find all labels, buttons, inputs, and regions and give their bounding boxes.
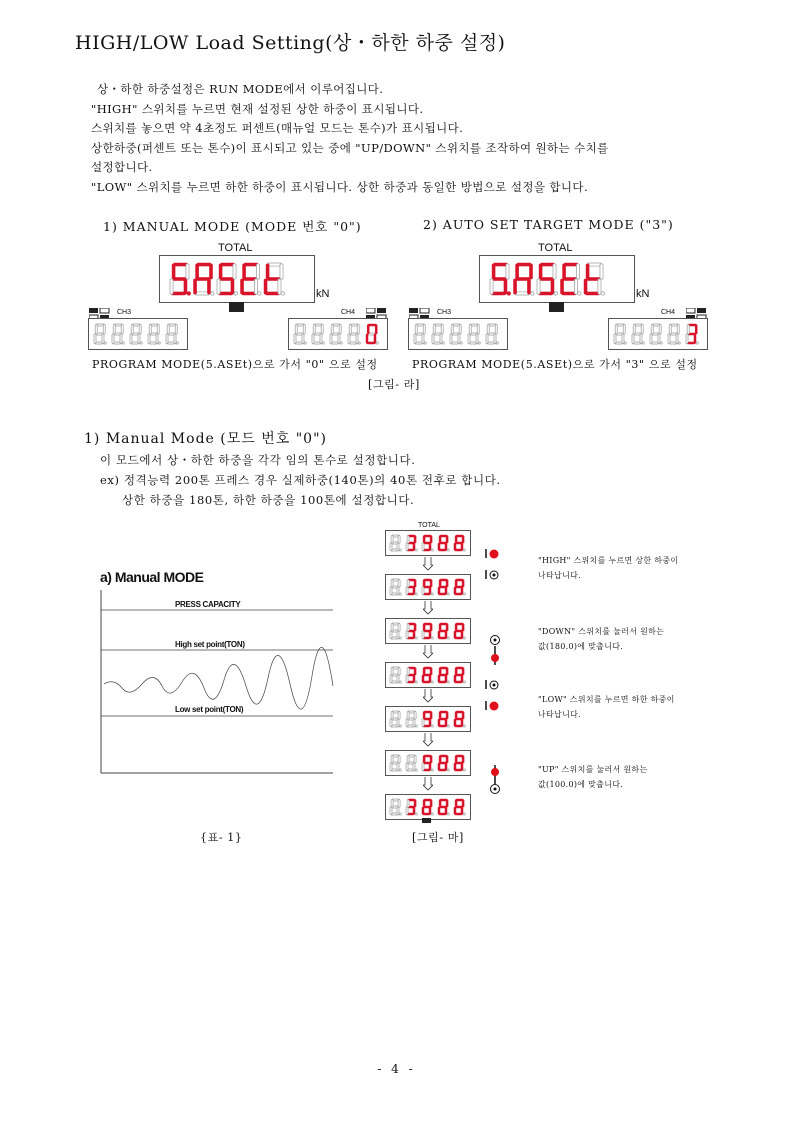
channel-digit xyxy=(366,324,378,344)
sequence-digit xyxy=(438,535,449,551)
sequence-digit xyxy=(438,623,449,639)
high-led-icon xyxy=(484,697,500,716)
ch4-display-panel xyxy=(288,318,388,350)
sequence-digit xyxy=(454,535,465,551)
manual-mode-heading: 1) MANUAL MODE (MODE 번호 "0") xyxy=(103,219,362,234)
channel-digit xyxy=(294,324,306,344)
unit-label: kN xyxy=(636,288,650,300)
sequence-digit xyxy=(406,799,417,815)
sequence-digit xyxy=(390,623,401,639)
sequence-digit xyxy=(422,711,433,727)
sequence-digit xyxy=(422,667,433,683)
sequence-digit xyxy=(406,623,417,639)
down-arrow-icon xyxy=(423,688,433,707)
main-digit xyxy=(584,263,605,295)
channel-digit xyxy=(330,324,342,344)
sequence-digit xyxy=(454,755,465,771)
note-line: 나타납니다. xyxy=(538,571,581,580)
ch4-seven-seg xyxy=(609,319,707,349)
low-led-icon xyxy=(484,566,500,585)
sequence-digit xyxy=(422,799,433,815)
sequence-display xyxy=(385,662,471,688)
down-arrow-icon xyxy=(423,732,433,751)
sequence-digit xyxy=(454,623,465,639)
press-capacity-label: PRESS CAPACITY xyxy=(175,600,241,609)
sequence-digit xyxy=(390,579,401,595)
sequence-seven-seg xyxy=(386,663,470,687)
sequence-digit xyxy=(422,579,433,595)
manual-mode-chart xyxy=(100,560,336,775)
ch4-label: CH4 xyxy=(341,309,356,316)
intro-line: 상・하한 하중설정은 RUN MODE에서 이루어집니다. xyxy=(97,82,384,96)
channel-digit xyxy=(166,324,178,344)
intro-paragraph xyxy=(91,80,609,197)
manual-mode-caption: PROGRAM MODE(5.ASEt)으로 가서 "0" 으로 설정 xyxy=(92,358,378,371)
sequence-digit xyxy=(390,755,401,771)
sequence-digit xyxy=(406,667,417,683)
channel-digit xyxy=(348,324,360,344)
high-setpoint-label: High set point(TON) xyxy=(175,640,245,649)
sequence-display xyxy=(385,750,471,776)
sequence-digit xyxy=(454,711,465,727)
down-arrow-icon xyxy=(423,600,433,619)
chart-lines xyxy=(100,560,336,775)
main-digit xyxy=(170,263,191,295)
down-switch-icon xyxy=(489,634,503,670)
sequence-digit xyxy=(390,535,401,551)
sequence-display xyxy=(385,794,471,820)
main-digit xyxy=(241,263,262,295)
intro-line: 상한하중(퍼센트 또는 톤수)이 표시되고 있는 중에 "UP/DOWN" 스위치를 조작하여 원하는 수치를 xyxy=(91,140,609,155)
low-setpoint-label: Low set point(TON) xyxy=(175,705,244,714)
ch4-seven-seg xyxy=(289,319,387,349)
sequence-digit xyxy=(422,535,433,551)
sequence-digit xyxy=(438,799,449,815)
sequence-digit xyxy=(406,711,417,727)
intro-line: "LOW" 스위치를 누르면 하한 하중이 표시됩니다. 상한 하중과 동일한 방법으로 설정을 합니다. xyxy=(91,179,588,194)
high-led-icon xyxy=(484,545,500,564)
ch3-label: CH3 xyxy=(437,309,452,316)
figure-caption-ra: [그림- 라] xyxy=(368,378,420,391)
channel-digit xyxy=(312,324,324,344)
main-digit xyxy=(194,263,215,295)
sequence-digit xyxy=(438,711,449,727)
ch3-display-panel xyxy=(408,318,508,350)
table-caption: {표- 1} xyxy=(200,831,243,844)
note-line: "LOW" 스위치를 누르면 하한 하중이 xyxy=(538,695,675,704)
sequence-digit xyxy=(406,755,417,771)
note-up xyxy=(538,762,648,792)
note-line: "HIGH" 스위치를 누르면 상한 하중이 xyxy=(538,556,679,565)
note-low xyxy=(538,692,675,722)
channel-digit xyxy=(414,324,426,344)
channel-digit xyxy=(650,324,662,344)
sequence-digit xyxy=(454,799,465,815)
sequence-total-label: TOTAL xyxy=(418,522,440,529)
intro-line: 설정합니다. xyxy=(91,160,153,174)
ch3-display-panel xyxy=(88,318,188,350)
connector-block xyxy=(549,302,564,312)
total-label: TOTAL xyxy=(218,242,253,254)
main-digit xyxy=(514,263,535,295)
section-heading: 1) Manual Mode (모드 번호 "0") xyxy=(84,431,327,447)
connector-block xyxy=(229,302,244,312)
section-line: ex) 정격능력 200톤 프레스 경우 실제하중(140톤)의 40톤 전후로 합니다. xyxy=(100,473,501,487)
sequence-seven-seg xyxy=(386,531,470,555)
channel-digit xyxy=(450,324,462,344)
channel-digit xyxy=(468,324,480,344)
sequence-digit xyxy=(390,799,401,815)
ch3-seven-seg xyxy=(409,319,507,349)
sequence-digit xyxy=(390,711,401,727)
sequence-digit xyxy=(438,667,449,683)
sequence-digit xyxy=(422,755,433,771)
sequence-display xyxy=(385,618,471,644)
section-body xyxy=(100,450,501,510)
down-arrow-icon xyxy=(423,776,433,795)
sequence-digit xyxy=(454,579,465,595)
main-digit xyxy=(490,263,511,295)
auto-mode-heading: 2) AUTO SET TARGET MODE ("3") xyxy=(423,217,674,232)
channel-digit xyxy=(130,324,142,344)
ch3-label: CH3 xyxy=(117,309,132,316)
ch4-display-panel xyxy=(608,318,708,350)
channel-digit xyxy=(686,324,698,344)
channel-digit xyxy=(432,324,444,344)
channel-digit xyxy=(148,324,160,344)
main-seven-seg xyxy=(160,256,314,302)
note-line: "UP" 스위치를 눌러서 원하는 xyxy=(538,765,648,774)
note-line: 값(180.0)에 맞춥니다. xyxy=(538,642,624,651)
down-arrow-icon xyxy=(423,644,433,663)
sequence-seven-seg xyxy=(386,707,470,731)
intro-line: "HIGH" 스위치를 누르면 현재 설정된 상한 하중이 표시됩니다. xyxy=(91,101,424,116)
channel-digit xyxy=(614,324,626,344)
page-number: - 4 - xyxy=(377,1062,416,1076)
auto-mode-caption: PROGRAM MODE(5.ASEt)으로 가서 "3" 으로 설정 xyxy=(412,358,698,371)
main-digit xyxy=(264,263,285,295)
sequence-seven-seg xyxy=(386,795,470,819)
sequence-digit xyxy=(406,535,417,551)
note-line: 나타납니다. xyxy=(538,710,581,719)
sequence-seven-seg xyxy=(386,751,470,775)
channel-digit xyxy=(94,324,106,344)
note-line: "DOWN" 스위치를 눌러서 원하는 xyxy=(538,627,665,636)
sequence-seven-seg xyxy=(386,619,470,643)
sequence-digit xyxy=(454,667,465,683)
channel-digit xyxy=(112,324,124,344)
channel-digit xyxy=(668,324,680,344)
sequence-digit xyxy=(438,579,449,595)
low-led-icon xyxy=(484,676,500,695)
ch3-seven-seg xyxy=(89,319,187,349)
sequence-column xyxy=(382,528,478,828)
sequence-digit xyxy=(390,667,401,683)
note-down xyxy=(538,624,664,654)
main-display-panel xyxy=(159,255,315,303)
main-digit xyxy=(217,263,238,295)
unit-label: kN xyxy=(316,288,330,300)
channel-digit xyxy=(632,324,644,344)
main-display-panel xyxy=(479,255,635,303)
sequence-display xyxy=(385,574,471,600)
up-switch-icon xyxy=(489,764,503,800)
main-digit xyxy=(561,263,582,295)
down-arrow-icon xyxy=(423,556,433,575)
page-title: HIGH/LOW Load Setting(상・하한 하중 설정) xyxy=(75,32,506,54)
ch4-label: CH4 xyxy=(661,309,676,316)
intro-line: 스위치를 놓으면 약 4초정도 퍼센트(매뉴얼 모드는 톤수)가 표시됩니다. xyxy=(91,121,464,135)
channel-digit xyxy=(486,324,498,344)
total-label: TOTAL xyxy=(538,242,573,254)
chart-title: a) Manual MODE xyxy=(100,569,204,585)
figure-caption-ma: [그림- 마] xyxy=(412,831,464,844)
sequence-digit xyxy=(422,623,433,639)
sequence-digit xyxy=(406,579,417,595)
section-line: 이 모드에서 상・하한 하중을 각각 임의 톤수로 설정합니다. xyxy=(100,453,416,467)
connector-block xyxy=(422,818,431,823)
note-line: 값(100.0)에 맞춥니다. xyxy=(538,780,624,789)
sequence-display xyxy=(385,530,471,556)
main-seven-seg xyxy=(480,256,634,302)
sequence-seven-seg xyxy=(386,575,470,599)
note-high xyxy=(538,553,678,583)
sequence-display xyxy=(385,706,471,732)
section-line: 상한 하중을 180톤, 하한 하중을 100톤에 설정합니다. xyxy=(122,493,415,507)
sequence-digit xyxy=(438,755,449,771)
main-digit xyxy=(537,263,558,295)
